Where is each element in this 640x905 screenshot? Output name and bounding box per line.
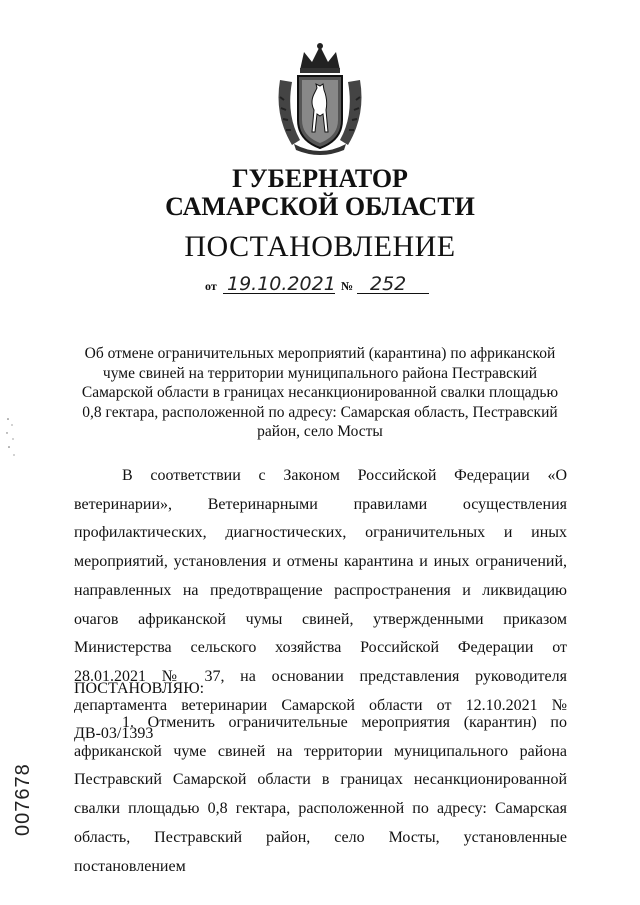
handwritten-number: 252 [370,273,407,295]
number-label: № [341,279,354,293]
document-subject: Об отмене ограничительных мероприятий (карантина) по африканской чуме свиней на территории муниципального района Пестравский Самарской области в границах несанкционированной свалки площадью 0,8 гектара, расположенной по адресу: Самарская область, Пестравский район, село Мосты [81,345,559,440]
handwritten-date: 19.10.2021 [227,273,336,295]
coat-of-arms-emblem [270,40,370,155]
document-type: ПОСТАНОВЛЕНИЕ [184,230,456,263]
date-number-line [205,274,435,298]
serial-number: 007678 [12,763,34,836]
from-label: от [205,279,217,293]
clause-1-text: 1. Отменить ограничительные мероприятия (карантин) по африканской чуме свиней на территории муниципального района Пестравский Самарской области в границах несанкционированной свалки площадью 0,8 гектара, расположенной по адресу: Самарская область, Пестравский район, село Мосты, установленные постановлением [74,714,567,875]
preamble-text: В соответствии с Законом Российской Федерации «О ветеринарии», Ветеринарными правилами осуществления профилактических, диагностических, ограничительных и иных мероприятий, установления и отмены карантина и иных ограничений, направленных на предотвращение распространения и ликвидацию очагов африканской чумы свиней, утвержденными приказом Министерства сельского хозяйства Российской Федерации от 28.01.2021 № 37, на основании представления руководителя департамента ветеринарии Самарской области от 12.10.2021 № ДВ-03/1393 [74,467,567,743]
governor-title: ГУБЕРНАТОР [232,164,408,193]
preamble-paragraph [74,462,567,749]
region-title: САМАРСКОЙ ОБЛАСТИ [165,192,475,221]
decree-heading: ПОСТАНОВЛЯЮ: [74,680,205,697]
scan-artifacts [4,415,18,465]
clause-1-paragraph [74,709,567,881]
